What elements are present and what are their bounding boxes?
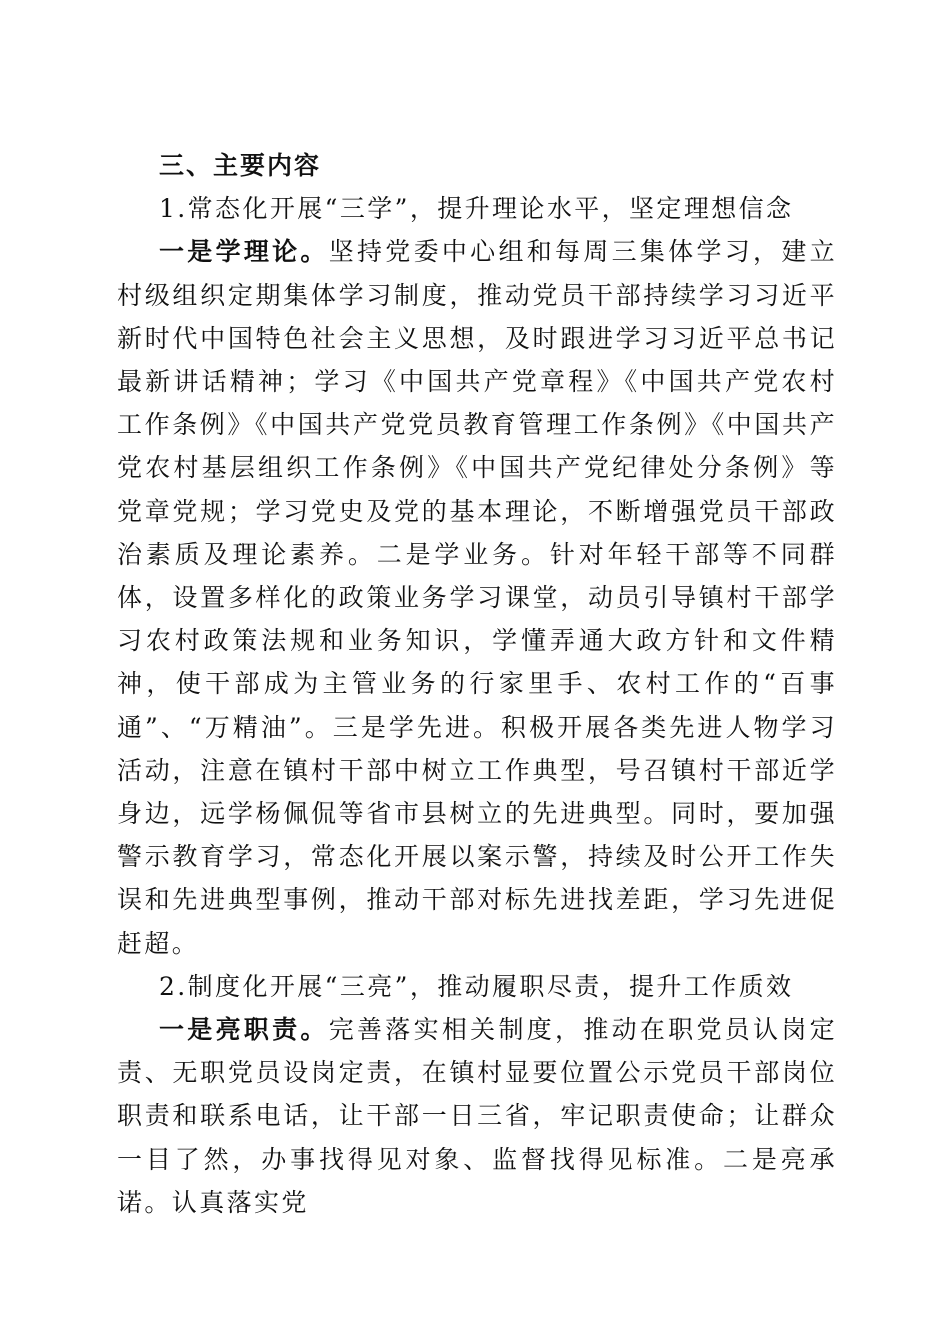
section-heading: 三、主要内容 (159, 151, 322, 180)
subsection-1-title: 1.常态化开展“三学”，提升理论水平，坚定理想信念 (159, 194, 794, 224)
subsection-1-body: 坚持党委中心组和每周三集体学习，建立村级组织定期集体学习制度，推动党员干部持续学习习近平新时代中国特色社会主义思想，及时跟进学习习近平总书记最新讲话精神；学习《中国共产党章程》《中国共产党农村工作条例》《中国共产党党员教育管理工作条例》《中国共产党农村基层组织工作条例》《中国共产党纪律处分条例》等党章党规；学习党史及党的基本理论，不断增强党员干部政治素质及理论素养。二是学业务。针对年轻干部等不同群体，设置多样化的政策业务学习课堂，动员引导镇村干部学习农村政策法规和业务知识，学懂弄通大政方针和文件精神，使干部成为主管业务的行家里手、农村工作的“百事通”、“万精油”。三是学先进。积极开展各类先进人物学习活动，注意在镇村干部中树立工作典型，号召镇村干部近学身边，远学杨佩侃等省市县树立的先进典型。同时，要加强警示教育学习，常态化开展以案示警，持续及时公开工作失误和先进典型事例，推动干部对标先进找差距，学习先进促赶超。 (117, 237, 838, 958)
subsection-2-lead: 一是亮职责。 (159, 1015, 329, 1045)
subsection-2-paragraph (117, 1008, 837, 1224)
subsection-2-body: 完善落实相关制度，推动在职党员认岗定责、无职党员设岗定责，在镇村显要位置公示党员干部岗位职责和联系电话，让干部一日三省，牢记职责使命；让群众一目了然，办事找得见对象、监督找得见标准。二是亮承诺。认真落实党 (117, 1015, 838, 1217)
document-page (117, 144, 837, 1224)
subsection-1-lead: 一是学理论。 (159, 237, 329, 267)
subsection-1-paragraph (117, 230, 837, 964)
subsection-2-title: 2.制度化开展“三亮”，推动履职尽责，提升工作质效 (159, 971, 794, 1001)
